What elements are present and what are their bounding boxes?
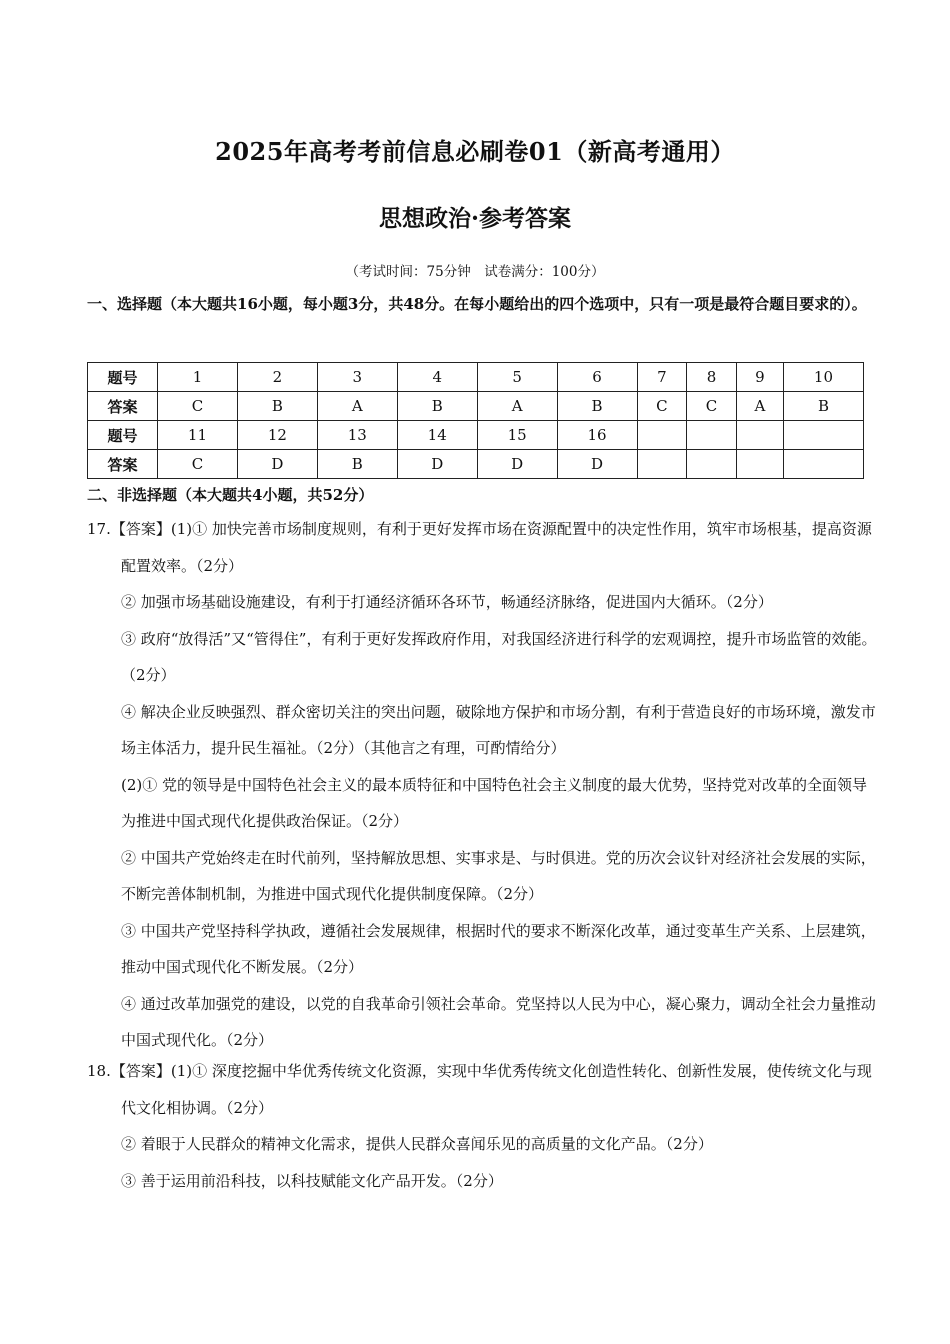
number-cell: 11 [158,421,238,450]
answer-row-label: 答案 [88,392,158,421]
answer-cell: A [736,392,783,421]
answer-cell: D [557,450,637,479]
q17-answer [87,511,877,1059]
answer-cell: C [637,392,687,421]
answer-cell: A [477,392,557,421]
q17-part2-point3: ③ 中国共产党坚持科学执政，遵循社会发展规律，根据时代的要求不断深化改革，通过变革生产关系、上层建筑，推动中国式现代化不断发展。（2分） [121,921,876,976]
page-title: 2025年高考考前信息必刷卷01（新高考通用） [215,137,735,166]
answer-cell [637,450,687,479]
answer-cell: C [158,392,238,421]
section2-heading: 二、非选择题（本大题共4小题，共52分） [87,486,374,504]
number-row-label: 题号 [88,421,158,450]
number-cell: 10 [783,363,863,392]
exam-info: （考试时间：75分钟 试卷满分：100分） [345,264,605,280]
number-cell: 1 [158,363,238,392]
table-row [88,450,864,479]
answer-cell: D [237,450,317,479]
number-cell [687,421,737,450]
answer-cell [783,450,863,479]
number-cell: 3 [317,363,397,392]
q18-answer [87,1053,877,1199]
section1-heading: 一、选择题（本大题共16小题，每小题3分，共48分。在每小题给出的四个选项中，只有一项是最符合题目要求的）。 [87,295,867,313]
number-cell [783,421,863,450]
q18-part1-point3: ③ 善于运用前沿科技，以科技赋能文化产品开发。（2分） [121,1171,503,1190]
number-cell: 5 [477,363,557,392]
page-subtitle: 思想政治·参考答案 [378,205,571,232]
number-cell: 7 [637,363,687,392]
number-cell: 4 [397,363,477,392]
answer-cell: B [317,450,397,479]
q17-part1-point1: 17.【答案】(1)① 加快完善市场制度规则，有利于更好发挥市场在资源配置中的决定性作用，筑牢市场根基，提高资源配置效率。（2分） [87,520,872,575]
number-cell: 16 [557,421,637,450]
answer-cell [687,450,737,479]
number-cell: 8 [687,363,737,392]
number-cell [637,421,687,450]
q17-part2-point1: (2)① 党的领导是中国特色社会主义的最本质特征和中国特色社会主义制度的最大优势，坚持党对改革的全面领导为推进中国式现代化提供政治保证。（2分） [121,775,868,830]
q17-part1-point3: ③ 政府“放得活”又“管得住”，有利于更好发挥政府作用，对我国经济进行科学的宏观调控，提升市场监管的效能。（2分） [121,629,877,684]
answer-cell: B [397,392,477,421]
number-row-label: 题号 [88,363,158,392]
number-cell: 9 [736,363,783,392]
q17-part1-point2: ② 加强市场基础设施建设，有利于打通经济循环各环节，畅通经济脉络，促进国内大循环。（2分） [121,593,773,611]
number-cell: 2 [237,363,317,392]
table-row [88,392,864,421]
number-cell [736,421,783,450]
answer-cell: D [477,450,557,479]
q18-part1-point1: 18.【答案】(1)① 深度挖掘中华优秀传统文化资源，实现中华优秀传统文化创造性转化、创新性发展，使传统文化与现代文化相协调。（2分） [87,1062,872,1117]
number-cell: 14 [397,421,477,450]
answer-cell: D [397,450,477,479]
answer-row-label: 答案 [88,450,158,479]
q17-part2-point2: ② 中国共产党始终走在时代前列，坚持解放思想、实事求是、与时俱进。党的历次会议针对经济社会发展的实际，不断完善体制机制，为推进中国式现代化提供制度保障。（2分） [121,848,876,903]
answer-cell: C [687,392,737,421]
answer-cell [736,450,783,479]
answer-cell: A [317,392,397,421]
answer-cell: B [783,392,863,421]
number-cell: 13 [317,421,397,450]
answer-cell: B [557,392,637,421]
number-cell: 15 [477,421,557,450]
q18-part1-point2: ② 着眼于人民群众的精神文化需求，提供人民群众喜闻乐见的高质量的文化产品。（2分） [121,1135,713,1153]
number-cell: 6 [557,363,637,392]
q17-part2-point4: ④ 通过改革加强党的建设，以党的自我革命引领社会革命。党坚持以人民为中心，凝心聚力，调动全社会力量推动中国式现代化。（2分） [121,994,876,1049]
answer-table [87,362,864,479]
answer-cell: C [158,450,238,479]
q17-part1-point4: ④ 解决企业反映强烈、群众密切关注的突出问题，破除地方保护和市场分割，有利于营造良好的市场环境，激发市场主体活力，提升民生福祉。（2分）（其他言之有理，可酌情给分） [121,702,876,757]
answer-cell: B [237,392,317,421]
number-cell: 12 [237,421,317,450]
table-row [88,421,864,450]
table-row [88,363,864,392]
